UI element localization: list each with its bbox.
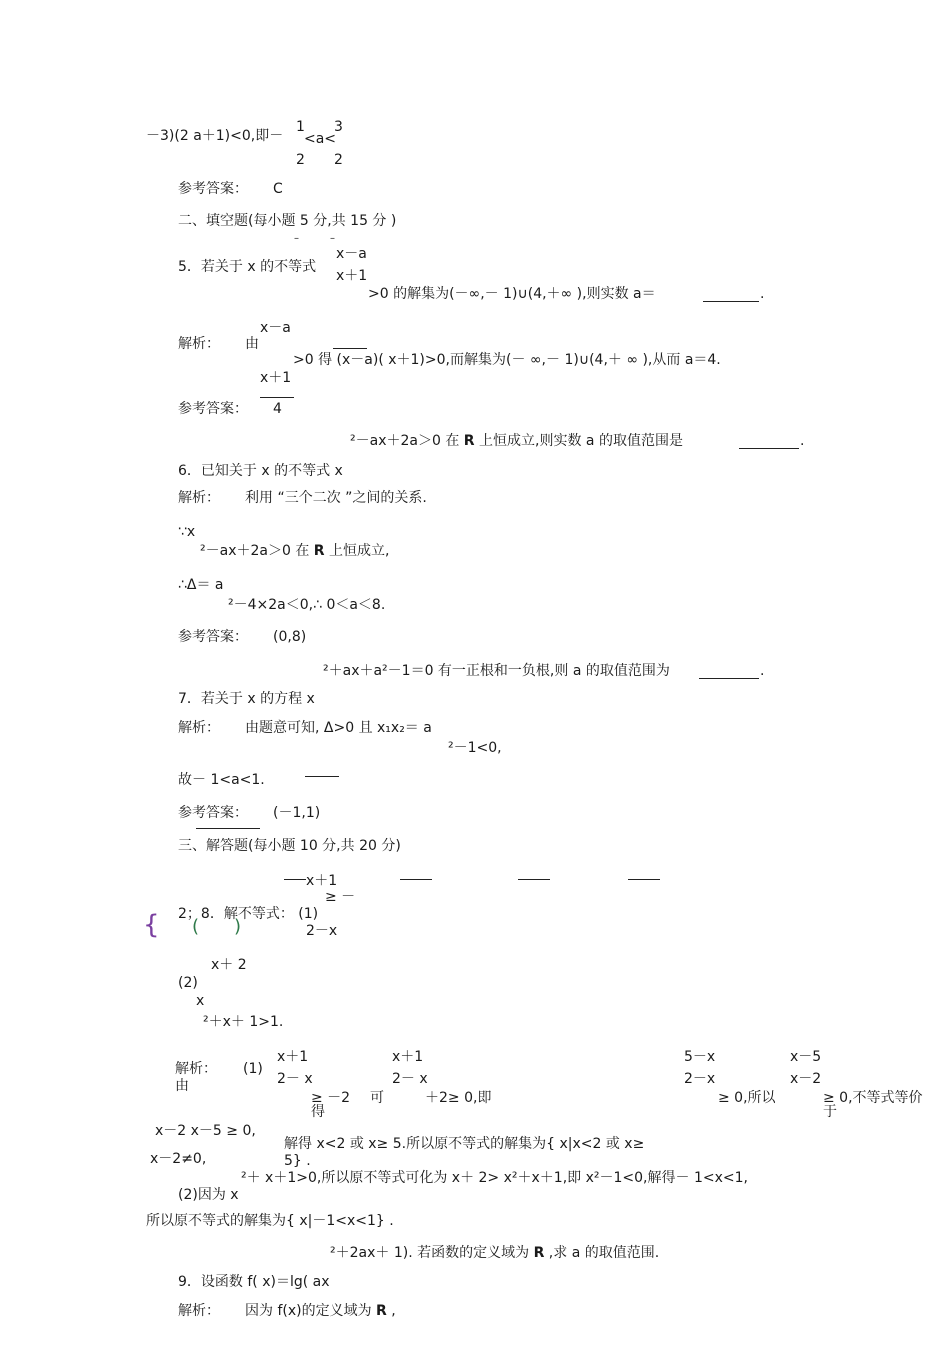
analysis-7-sup: ²－1<0, xyxy=(448,740,502,756)
answer-blank xyxy=(703,301,759,302)
part-1-label: (1) xyxy=(243,1061,263,1077)
question-7-sup-line: ²＋ax＋a²－1＝0 有一正根和一负根,则 a 的取值范围为 xyxy=(323,663,670,679)
variable-x: x xyxy=(196,993,205,1009)
fraction-denominator: x－2 xyxy=(790,1071,822,1087)
fraction-numerator: x＋1 xyxy=(277,1049,309,1065)
geq-term: ≥ 0,所以 xyxy=(718,1090,776,1106)
underline-mark xyxy=(284,879,306,880)
fraction-denominator: 2－x xyxy=(306,923,338,939)
dash-mark: – xyxy=(330,233,335,244)
analysis-you: 由 xyxy=(175,1078,189,1094)
analysis-5-text: >0 得 (x－a)( x＋1)>0,而解集为(－ ∞,－ 1)∪(4,＋ ∞ ),从而 a＝4. xyxy=(293,352,721,368)
underline-mark xyxy=(400,879,432,880)
since-sup-line: ²－ax＋2a＞0 在 R 上恒成立, xyxy=(200,543,390,559)
fraction-numerator: x＋1 xyxy=(306,873,338,889)
fraction-denominator: 2 xyxy=(334,152,343,168)
fraction-numerator: 1 xyxy=(296,119,305,135)
analysis-you: 由 xyxy=(245,336,259,352)
question-6-sup-line: ²－ax＋2a＞0 在 R 上恒成立,则实数 a 的取值范围是 xyxy=(350,433,683,449)
system-line-1: x－2 x－5 ≥ 0, xyxy=(155,1123,256,1139)
analysis-7-result: 故－ 1<a<1. xyxy=(178,772,265,788)
prev-solution-line: －3)(2 a＋1)<0,即－ xyxy=(146,128,284,144)
geq-term: ≥ －2 xyxy=(311,1090,351,1106)
answer-label: 参考答案： xyxy=(178,401,248,417)
section-heading: 三、解答题(每小题 10 分,共 20 分) xyxy=(178,838,401,854)
fraction-denominator: x＋1 xyxy=(260,370,292,386)
question-8: 2；8．解不等式： (1) xyxy=(178,906,319,922)
answer-label: 参考答案： xyxy=(178,629,248,645)
question-5: 5．若关于 x 的不等式 xyxy=(178,259,317,275)
analysis-label: 解析： xyxy=(178,1303,220,1319)
geq-term: ≥ 0,不等式等价 xyxy=(823,1090,923,1106)
delta-sup-line: ²－4×2a＜0,∴ 0＜a＜8. xyxy=(228,597,386,613)
question-8-part2: (2) xyxy=(178,975,198,991)
analysis-7-text: 由题意可知, Δ>0 且 x₁x₂＝ a xyxy=(245,720,432,736)
question-8-sup: ²＋x＋ 1>1. xyxy=(203,1014,284,1030)
part-2-line: (2)因为 x xyxy=(178,1187,239,1203)
question-7: 7．若关于 x 的方程 x xyxy=(178,691,315,707)
answer-value: C xyxy=(273,181,283,197)
question-6: 6．已知关于 x 的不等式 x xyxy=(178,463,343,479)
solve-line-2: 5} . xyxy=(284,1153,311,1169)
analysis-label: 解析： xyxy=(178,490,220,506)
answer-value: 4 xyxy=(273,401,282,417)
analysis-label: 解析： xyxy=(178,720,220,736)
fraction-numerator: 5－x xyxy=(684,1049,716,1065)
paren-icon: ( xyxy=(192,916,200,937)
fraction-numerator: x－a xyxy=(260,320,291,336)
fraction-numerator: x＋1 xyxy=(392,1049,424,1065)
period: . xyxy=(760,286,765,302)
delta-line: ∴Δ＝ a xyxy=(178,577,224,593)
question-9-sup-line: ²＋2ax＋ 1). 若函数的定义域为 R ,求 a 的取值范围. xyxy=(330,1245,660,1261)
fraction-denominator: 2－ x xyxy=(277,1071,313,1087)
analysis-label: 解析： xyxy=(178,336,220,352)
since-line: ∵x xyxy=(178,524,196,540)
fraction-denominator: 2－ x xyxy=(392,1071,428,1087)
left-brace-icon: { xyxy=(143,910,160,940)
answer-value: (0,8) xyxy=(273,629,307,645)
question-5-condition: >0 的解集为(－∞,－ 1)∪(4,＋∞ ),则实数 a＝ xyxy=(368,286,656,302)
section-heading: 二、填空题(每小题 5 分,共 15 分 ) xyxy=(178,213,397,229)
period: . xyxy=(800,433,805,449)
answer-blank xyxy=(699,678,759,679)
fraction-denominator: 2－x xyxy=(684,1071,716,1087)
fraction-denominator: x＋1 xyxy=(336,268,368,284)
underline-mark xyxy=(518,879,550,880)
analysis-6-text: 利用 “三个二次 ”之间的关系. xyxy=(245,490,427,506)
solve-line: 解得 x<2 或 x≥ 5.所以原不等式的解集为{ x|x<2 或 x≥ xyxy=(284,1136,645,1152)
word-ke: 可 xyxy=(370,1090,384,1106)
answer-blank xyxy=(739,448,799,449)
question-9: 9．设函数 f( x)＝lg( ax xyxy=(178,1274,330,1290)
period: . xyxy=(760,663,765,679)
underline-mark xyxy=(260,397,294,398)
final-solution-set: 所以原不等式的解集为{ x|－1<x<1} . xyxy=(146,1213,394,1229)
geq-sign: ≥ － xyxy=(325,889,356,905)
underline-mark xyxy=(333,348,367,349)
fraction-numerator: x＋ 2 xyxy=(211,957,247,973)
geq-term: ＋2≥ 0,即 xyxy=(425,1090,492,1106)
inequality-middle: <a< xyxy=(304,131,337,147)
underline-mark xyxy=(628,879,660,880)
word-yu: 于 xyxy=(823,1104,837,1120)
answer-label: 参考答案： xyxy=(178,805,248,821)
system-line-2: x－2≠0, xyxy=(150,1151,207,1167)
fraction-numerator: 3 xyxy=(334,119,343,135)
fraction-denominator: 2 xyxy=(296,152,305,168)
fraction-numerator: x－5 xyxy=(790,1049,822,1065)
word-de: 得 xyxy=(311,1104,325,1120)
underline-mark xyxy=(305,776,339,777)
answer-label: 参考答案： xyxy=(178,181,248,197)
analysis-label: 解析： xyxy=(175,1061,217,1077)
dash-mark: – xyxy=(294,233,299,244)
underline-mark xyxy=(196,828,260,829)
analysis-9-line: 因为 f(x)的定义域为 R , xyxy=(245,1303,396,1319)
paren-icon: ) xyxy=(234,916,242,937)
answer-value: (－1,1) xyxy=(273,805,321,821)
fraction-numerator: x－a xyxy=(336,246,367,262)
part-2-sup-line: ²＋ x＋1>0,所以原不等式可化为 x＋ 2> x²＋x＋1,即 x²－1<0,解得－ 1<x<1, xyxy=(241,1170,748,1186)
